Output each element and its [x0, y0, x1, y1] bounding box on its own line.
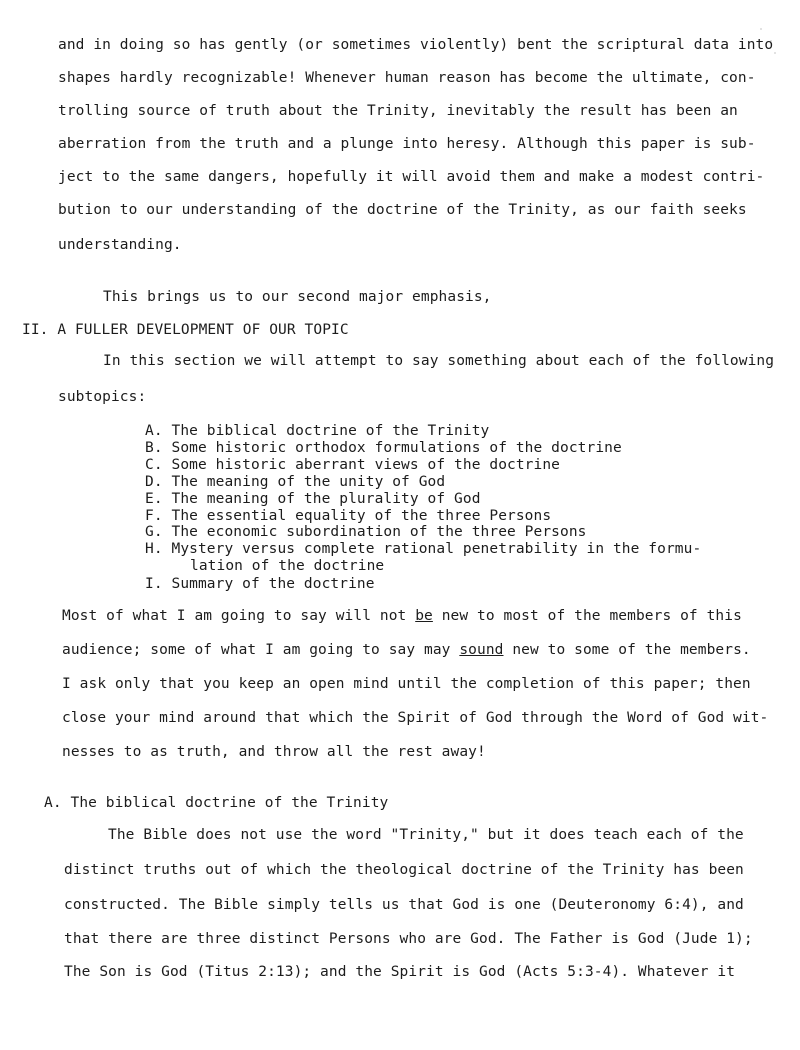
paragraph-line: understanding.	[58, 237, 182, 253]
list-item: B. Some historic orthodox formulations of the doctrine	[145, 440, 622, 456]
paragraph-line: The Bible does not use the word "Trinity," but it does teach each of the	[108, 827, 744, 843]
paragraph-line: bution to our understanding of the doctrine of the Trinity, as our faith seeks	[58, 202, 747, 218]
list-item: D. The meaning of the unity of God	[145, 474, 446, 490]
underlined-word: be	[415, 608, 433, 624]
text-run: audience; some of what I am going to say may	[62, 642, 460, 658]
paragraph-line: I ask only that you keep an open mind until the completion of this paper; then	[62, 676, 751, 692]
paragraph-line: ject to the same dangers, hopefully it will avoid them and make a modest contri-	[58, 169, 765, 185]
paragraph-line: and in doing so has gently (or sometimes violently) bent the scriptural data into	[58, 37, 774, 53]
list-item-continuation: lation of the doctrine	[190, 558, 385, 574]
paragraph-line: constructed. The Bible simply tells us that God is one (Deuteronomy 6:4), and	[64, 897, 744, 913]
paragraph-line: distinct truths out of which the theological doctrine of the Trinity has been	[64, 862, 744, 878]
paragraph-line: trolling source of truth about the Trinity, inevitably the result has been an	[58, 103, 738, 119]
transition-sentence: This brings us to our second major emphasis,	[103, 289, 492, 305]
scan-artifact	[760, 28, 762, 30]
subsection-heading: A. The biblical doctrine of the Trinity	[44, 795, 389, 811]
list-item: A. The biblical doctrine of the Trinity	[145, 423, 490, 439]
paragraph-line	[62, 606, 742, 626]
paragraph-line: close your mind around that which the Spirit of God through the Word of God wit-	[62, 710, 769, 726]
scan-artifact	[774, 52, 776, 54]
list-item: G. The economic subordination of the three Persons	[145, 524, 587, 540]
paragraph-line: nesses to as truth, and throw all the rest away!	[62, 744, 486, 760]
underlined-word: sound	[459, 642, 504, 658]
list-item: E. The meaning of the plurality of God	[145, 491, 481, 507]
paragraph-line	[62, 640, 751, 660]
paragraph-line: subtopics:	[58, 389, 147, 405]
list-item: C. Some historic aberrant views of the doctrine	[145, 457, 560, 473]
paragraph-line: aberration from the truth and a plunge into heresy. Although this paper is sub-	[58, 136, 756, 152]
list-item: F. The essential equality of the three Persons	[145, 508, 552, 524]
text-run: new to most of the members of this	[432, 608, 742, 624]
text-run: Most of what I am going to say will not	[62, 608, 416, 624]
paragraph-line: The Son is God (Titus 2:13); and the Spirit is God (Acts 5:3-4). Whatever it	[64, 964, 736, 980]
list-item: H. Mystery versus complete rational penetrability in the formu-	[145, 541, 702, 557]
paragraph-line: that there are three distinct Persons who are God. The Father is God (Jude 1);	[64, 931, 753, 947]
paragraph-line: In this section we will attempt to say something about each of the following	[103, 353, 775, 369]
list-item: I. Summary of the doctrine	[145, 576, 375, 592]
text-run: new to some of the members.	[503, 642, 751, 658]
paragraph-line: shapes hardly recognizable! Whenever human reason has become the ultimate, con-	[58, 70, 756, 86]
section-heading: II. A FULLER DEVELOPMENT OF OUR TOPIC	[22, 322, 349, 338]
